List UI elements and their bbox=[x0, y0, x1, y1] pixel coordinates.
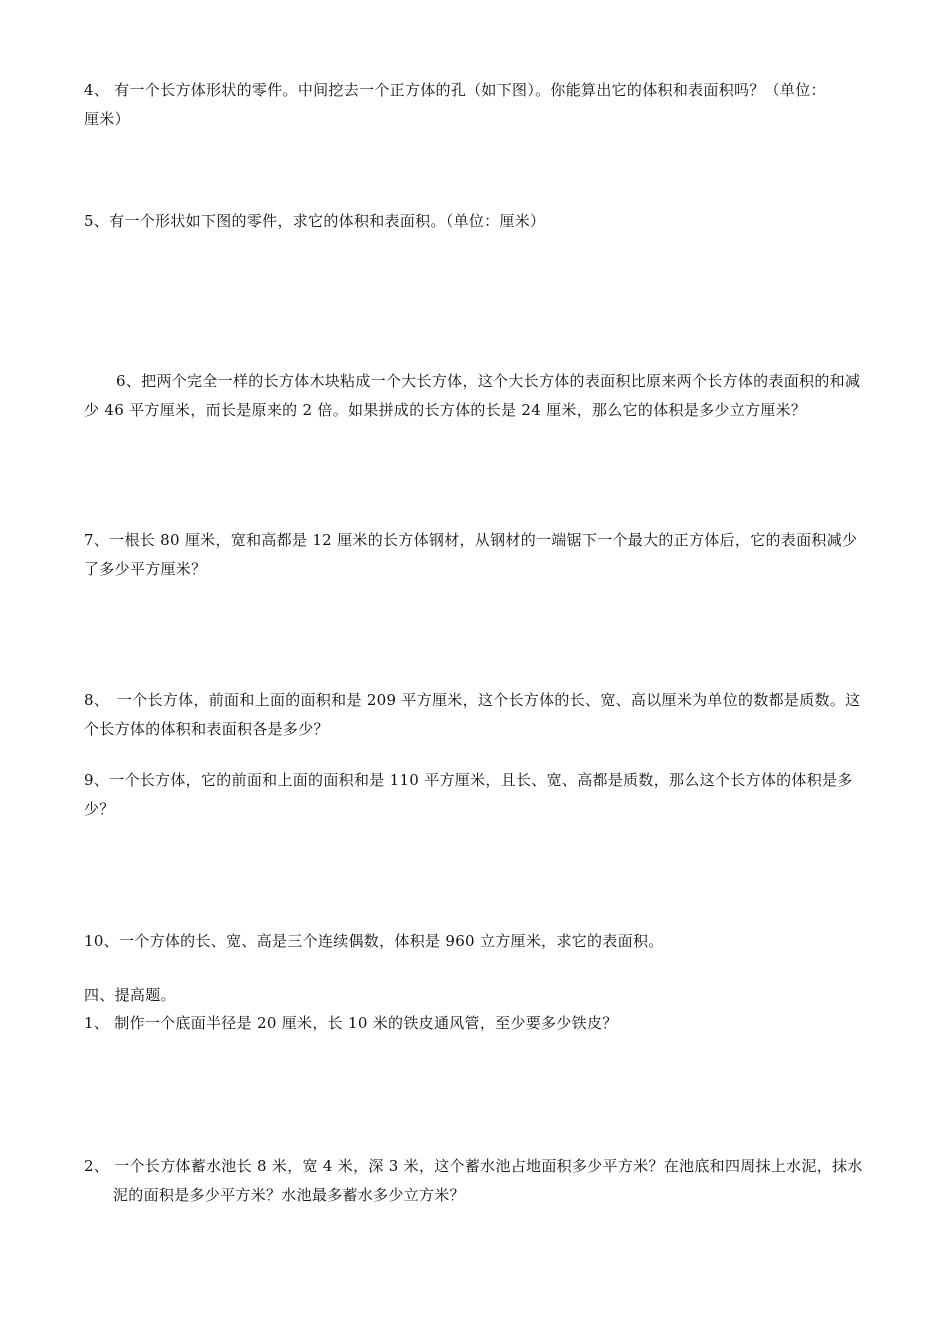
question-6-text: 6、把两个完全一样的长方体木块粘成一个大长方体，这个大长方体的表面积比原来两个长方体的表面积的和减少 46 平方厘米，而长是原来的 2 倍。如果拼成的长方体的长是 24 厘米，那么它的体积是多少立方厘米？ bbox=[84, 372, 861, 419]
section-4-question-2-text: 2、 一个长方体蓄水池长 8 米，宽 4 米，深 3 米，这个蓄水池占地面积多少平方米？在池底和四周抹上水泥，抹水泥的面积是多少平方米？水池最多蓄水多少立方米？ bbox=[84, 1157, 863, 1204]
question-7-text: 7、一根长 80 厘米，宽和高都是 12 厘米的长方体钢材，从钢材的一端锯下一个最大的正方体后，它的表面积减少了多少平方厘米？ bbox=[84, 531, 858, 578]
question-5-text: 5、有一个形状如下图的零件，求它的体积和表面积。（单位：厘米） bbox=[84, 212, 546, 230]
section-4-heading bbox=[84, 981, 870, 1010]
section-4-question-1 bbox=[84, 1009, 870, 1038]
section-4-question-2 bbox=[84, 1152, 870, 1210]
question-6 bbox=[84, 367, 870, 425]
question-4-line-1: 4、 有一个长方体形状的零件。中间挖去一个正方体的孔（如下图）。你能算出它的体积和表面积吗？（单位： bbox=[84, 81, 826, 99]
question-4-line-2: 厘米） bbox=[84, 110, 130, 128]
section-4-title: 四、提高题。 bbox=[84, 986, 176, 1004]
question-10-text: 10、一个方体的长、宽、高是三个连续偶数，体积是 960 立方厘米，求它的表面积。 bbox=[84, 932, 664, 950]
question-8-text: 8、 一个长方体，前面和上面的面积和是 209 平方厘米，这个长方体的长、宽、高以厘米为单位的数都是质数。这个长方体的体积和表面积各是多少？ bbox=[84, 691, 861, 738]
question-4 bbox=[84, 76, 870, 134]
question-10 bbox=[84, 927, 870, 956]
question-5 bbox=[84, 207, 870, 236]
question-9-text: 9、一个长方体，它的前面和上面的面积和是 110 平方厘米，且长、宽、高都是质数，那么这个长方体的体积是多少？ bbox=[84, 771, 853, 818]
question-7 bbox=[84, 526, 870, 584]
section-4-question-1-text: 1、 制作一个底面半径是 20 厘米，长 10 米的铁皮通风管，至少要多少铁皮？ bbox=[84, 1014, 618, 1032]
question-9 bbox=[84, 766, 870, 824]
question-8 bbox=[84, 686, 870, 744]
